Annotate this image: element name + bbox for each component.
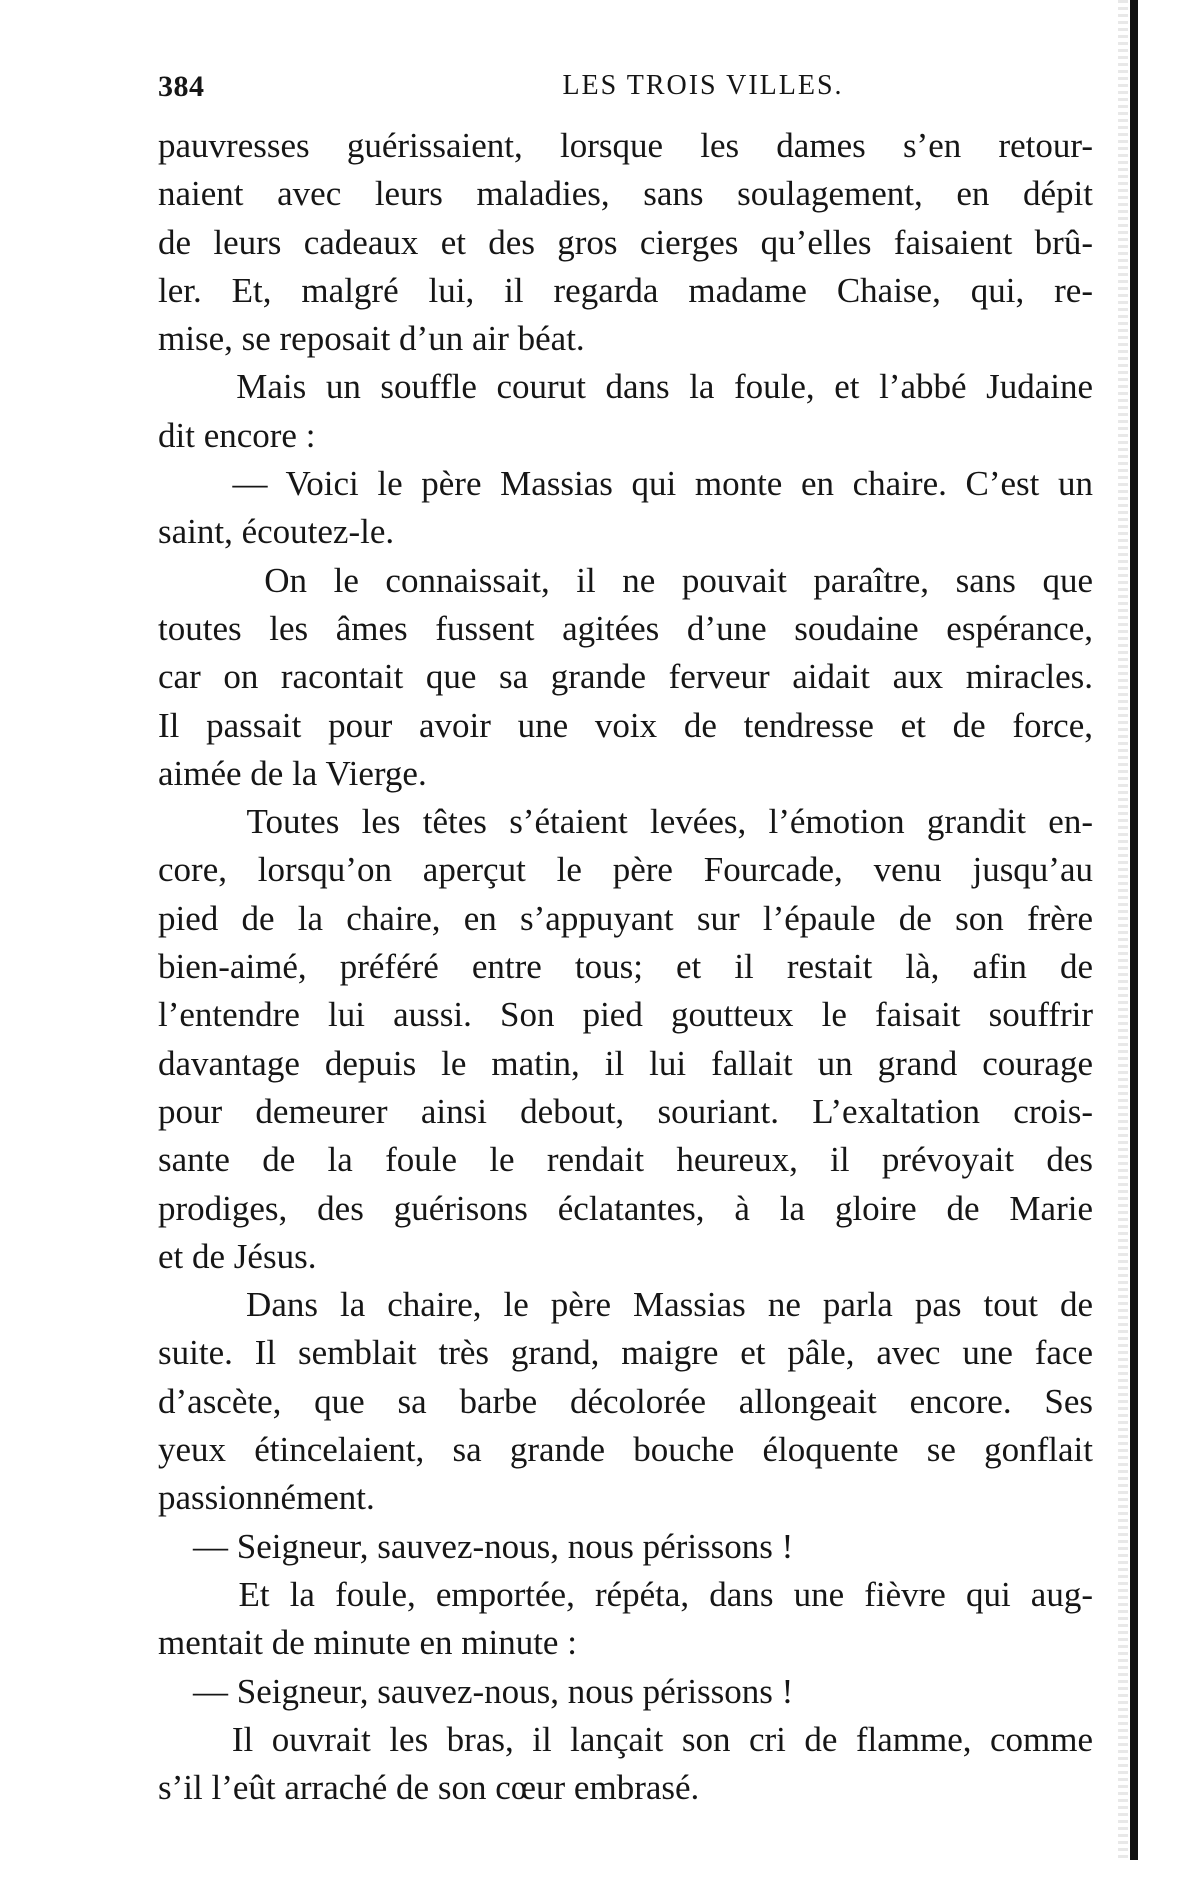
text-line: l’entendre lui aussi. Son pied goutteux le faisait souffrir: [158, 995, 1093, 1035]
body-text: [158, 122, 1093, 1812]
text-line: sante de la foule le rendait heureux, il prévoyait des: [158, 1140, 1093, 1180]
text-line: de leurs cadeaux et des gros cierges qu’elles faisaient brû-: [158, 222, 1093, 262]
text-line: dit encore :: [158, 415, 316, 455]
text-line: core, lorsqu’on aperçut le père Fourcade, venu jusqu’au: [158, 850, 1093, 890]
text-line: davantage depuis le matin, il lui fallait un grand courage: [158, 1043, 1093, 1083]
text-line: Dans la chaire, le père Massias ne parla pas tout de: [158, 1285, 1093, 1325]
text-line: Il ouvrait les bras, il lançait son cri de flamme, comme: [158, 1719, 1093, 1759]
text-line: s’il l’eût arraché de son cœur embrasé.: [158, 1768, 700, 1808]
text-line: ler. Et, malgré lui, il regarda madame Chaise, qui, re-: [158, 270, 1093, 310]
text-line: Mais un souffle courut dans la foule, et l’abbé Judaine: [158, 367, 1093, 407]
text-line: — Voici le père Massias qui monte en chaire. C’est un: [158, 464, 1093, 504]
text-line: Et la foule, emportée, répéta, dans une fièvre qui aug-: [158, 1574, 1093, 1614]
page-number: 384: [158, 70, 205, 103]
running-title: LES TROIS VILLES.: [562, 70, 844, 101]
text-line: — Seigneur, sauvez-nous, nous périssons !: [158, 1526, 794, 1566]
text-line: — Seigneur, sauvez-nous, nous périssons !: [158, 1671, 794, 1711]
text-line: passionnément.: [158, 1478, 375, 1518]
text-line: Toutes les têtes s’étaient levées, l’émotion grandit en-: [158, 802, 1093, 842]
text-line: prodiges, des guérisons éclatantes, à la gloire de Marie: [158, 1188, 1093, 1228]
text-line: pauvresses guérissaient, lorsque les dames s’en retour-: [158, 126, 1093, 165]
text-line: Il passait pour avoir une voix de tendresse et de force,: [158, 705, 1093, 745]
text-line: pied de la chaire, en s’appuyant sur l’épaule de son frère: [158, 898, 1093, 938]
page-edge-shadow: [1118, 0, 1128, 1860]
text-line: mise, se reposait d’un air béat.: [158, 319, 585, 359]
page-header: [158, 70, 1098, 110]
text-line: yeux étincelaient, sa grande bouche éloquente se gonflait: [158, 1430, 1093, 1470]
text-line: saint, écoutez-le.: [158, 512, 395, 552]
text-line: aimée de la Vierge.: [158, 753, 427, 793]
text-line: car on racontait que sa grande ferveur aidait aux miracles.: [158, 657, 1093, 697]
text-line: toutes les âmes fussent agitées d’une soudaine espérance,: [158, 608, 1093, 648]
text-line: naient avec leurs maladies, sans soulagement, en dépit: [158, 174, 1093, 214]
text-line: bien-aimé, préféré entre tous; et il restait là, afin de: [158, 947, 1093, 987]
text-line: pour demeurer ainsi debout, souriant. L’exaltation crois-: [158, 1091, 1093, 1131]
text-line: On le connaissait, il ne pouvait paraître, sans que: [158, 560, 1093, 600]
page-edge-border: [1130, 0, 1138, 1860]
text-line: mentait de minute en minute :: [158, 1623, 577, 1663]
text-line: d’ascète, que sa barbe décolorée allongeait encore. Ses: [158, 1381, 1093, 1421]
text-line: et de Jésus.: [158, 1236, 317, 1276]
text-line: suite. Il semblait très grand, maigre et pâle, avec une face: [158, 1333, 1093, 1373]
